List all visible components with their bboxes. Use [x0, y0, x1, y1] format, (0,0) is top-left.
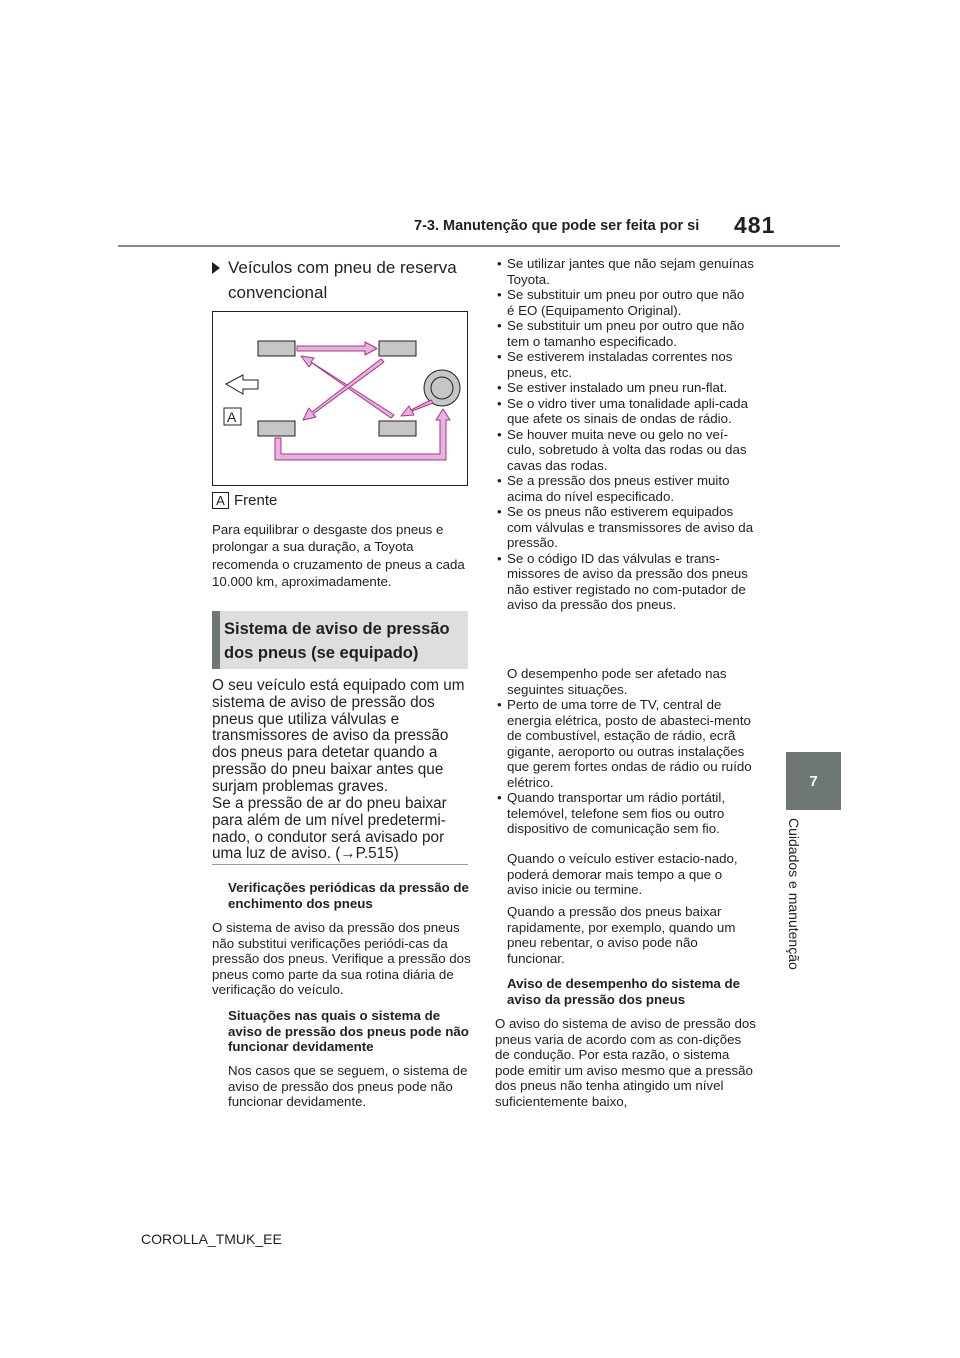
list-item: • Se os pneus não estiverem equipados com válvulas e transmissores de aviso da pressão.: [495, 504, 755, 551]
section-title-box: [212, 611, 468, 669]
list-item: • Se substituir um pneu por outro que não tem o tamanho especificado.: [495, 318, 755, 349]
tire-rotation-diagram: [213, 312, 467, 485]
list-item: • Se houver muita neve ou gelo no veí-culo, sobretudo à volta das rodas ou das cavas das rodas.: [495, 427, 755, 474]
tire-rear-left: [258, 421, 295, 436]
list-item: • Perto de uma torre de TV, central de energia elétrica, posto de abasteci-mento de combustível, estação de rádio, ecrã gigante, aeroporto ou outras instalações que gerem fortes ondas de rádio ou ruído elétrico.: [495, 697, 755, 790]
caption-text: Frente: [234, 492, 278, 509]
tire-front-left: [258, 341, 295, 356]
periodic-check-text: O sistema de aviso da pressão dos pneus não substitui verificações periódi-cas da pressão dos pneus. Verifique a pressão dos pneus como parte da sua rotina diária de verificação do veículo.: [212, 920, 471, 997]
rotation-arrow-rl-to-spare: [275, 409, 450, 460]
page-number: 481: [734, 212, 776, 238]
warning-light-paragraph: Se a pressão de ar do pneu baixar para além de um nível predetermi-nado, o condutor será avisado por uma luz de aviso. (→P.515): [212, 795, 447, 863]
notes-divider: [212, 864, 468, 865]
parked-note-text: Quando o veículo estiver estacio-nado, poderá demorar mais tempo a que o aviso inicie ou termine.: [507, 851, 738, 897]
malfunction-situations-heading: Situações nas quais o sistema de aviso de pressão dos pneus pode não funcionar devidamente: [228, 1008, 469, 1054]
list-item: • Se estiverem instaladas correntes nos pneus, etc.: [495, 349, 755, 380]
rotation-paragraph: Para equilibrar o desgaste dos pneus e prolongar a sua duração, a Toyota recomenda o cruzamento de pneus a cada 10.000 km, aproximadamente.: [212, 522, 465, 590]
list-item: • Se substituir um pneu por outro que não é EO (Equipamento Original).: [495, 287, 755, 318]
section-header: 7-3. Manutenção que pode ser feita por si: [414, 218, 700, 234]
sub-heading-text: Veículos com pneu de reserva convencional: [228, 258, 457, 302]
list-item: • Se utilizar jantes que não sejam genuínas Toyota.: [495, 256, 755, 287]
figure-caption: [212, 492, 277, 509]
interference-list: [495, 697, 755, 837]
label-a: A: [227, 409, 237, 425]
warning-performance-heading: Aviso de desempenho do sistema de aviso da pressão dos pneus: [507, 976, 741, 1007]
header-divider: [118, 245, 840, 247]
intro-paragraph: O seu veículo está equipado com um sistema de aviso de pressão dos pneus que utiliza válvulas e transmissores de aviso da pressão dos pneus para detetar quando a pressão do pneu baixar antes que surjam problemas graves.: [212, 677, 465, 795]
list-item: • Se a pressão dos pneus estiver muito acima do nível especificado.: [495, 473, 755, 504]
section-title-line2: dos pneus (se equipado): [224, 644, 419, 662]
list-item: • Quando transportar um rádio portátil, telemóvel, telefone sem fios ou outro dispositivo de comunicação sem fio.: [495, 790, 755, 837]
front-direction-arrow-icon: [226, 375, 258, 394]
list-item: • Se o vidro tiver uma tonalidade apli-cada que afete os sinais de ondas de rádio.: [495, 396, 755, 427]
chapter-side-label: [776, 818, 812, 988]
periodic-check-heading: Verificações periódicas da pressão de enchimento dos pneus: [228, 880, 469, 911]
rotation-arrow-fl-to-fr: [297, 342, 377, 355]
tire-rear-right: [379, 421, 416, 436]
chapter-tab: 7: [786, 752, 841, 810]
warning-performance-text: O aviso do sistema de aviso de pressão dos pneus varia de acordo com as con-dições de condução. Por esta razão, o sistema pode emitir um aviso mesmo que a pressão dos pneus não tenha atingido um nível suficientemente baixo,: [495, 1016, 756, 1109]
malfunction-situations-text: Nos casos que se seguem, o sistema de aviso de pressão dos pneus pode não funcionar devidamente.: [228, 1063, 468, 1109]
conditions-list: [495, 256, 755, 613]
section-title-accent: [212, 611, 220, 669]
sub-heading: [212, 255, 472, 305]
list-item: • Se o código ID das válvulas e trans-missores de aviso da pressão dos pneus não estiver registado no com-putador de aviso da pressão dos pneus.: [495, 551, 755, 613]
performance-affected-text: O desempenho pode ser afetado nas seguintes situações.: [507, 666, 727, 697]
list-item: • Se estiver instalado um pneu run-flat.: [495, 380, 755, 396]
document-code: COROLLA_TMUK_EE: [141, 1231, 282, 1247]
caption-badge: A: [212, 492, 229, 509]
rotation-arrow-fr-to-rl: [303, 359, 384, 420]
tire-rotation-figure: [212, 311, 468, 486]
section-title-line1: Sistema de aviso de pressão: [224, 620, 450, 638]
rotation-arrow-spare-to-rr: [401, 400, 433, 416]
chapter-side-label-text: Cuidados e manutenção: [786, 818, 802, 970]
tire-front-right: [379, 341, 416, 356]
section-title: [224, 617, 450, 665]
triangle-bullet-icon: [212, 262, 220, 274]
rapid-drop-note-text: Quando a pressão dos pneus baixar rapidamente, por exemplo, quando um pneu rebentar, o aviso pode não funcionar.: [507, 904, 736, 966]
